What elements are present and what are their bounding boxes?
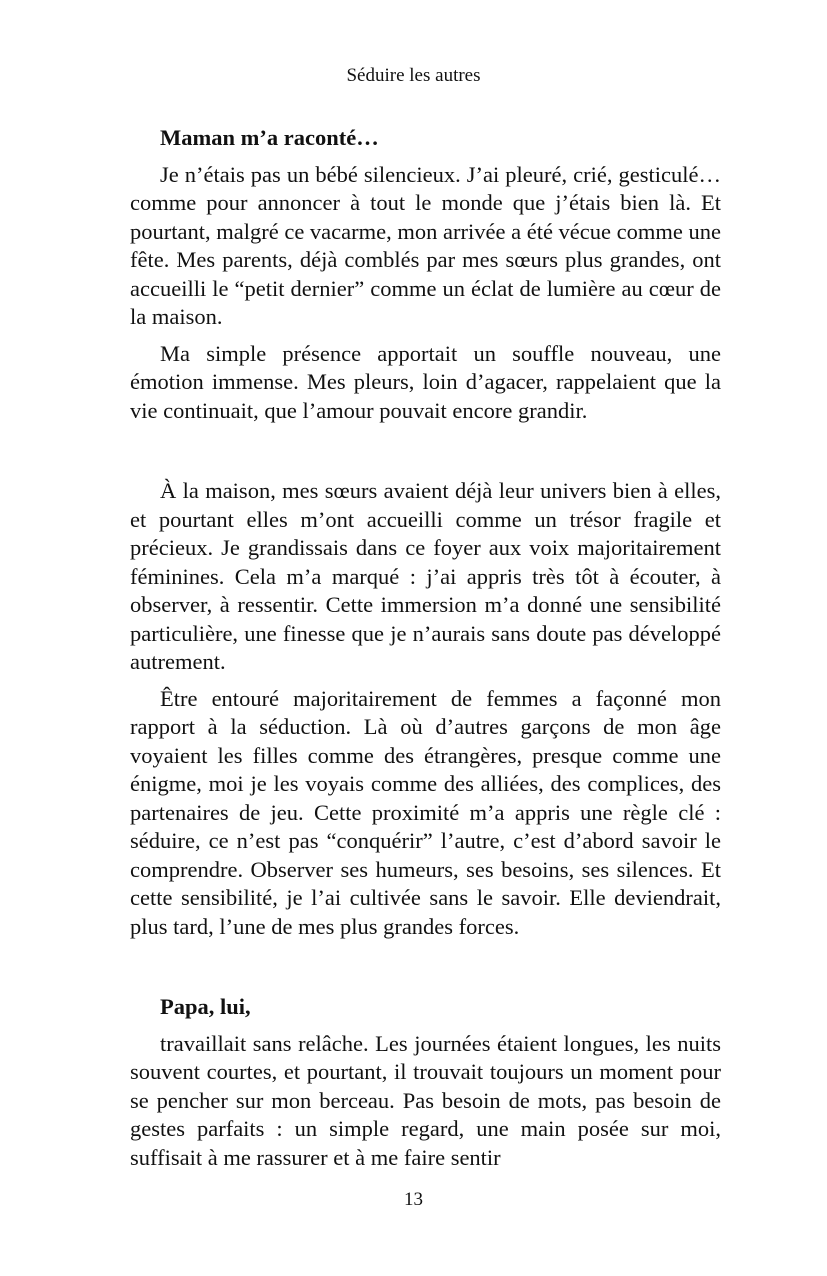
- section-heading-maman: Maman m’a raconté…: [160, 125, 379, 150]
- running-head: Séduire les autres: [346, 65, 481, 86]
- paragraph: Ma simple présence apportait un souffle nouveau, une émotion immense. Mes pleurs, loin d’agacer, rappelaient que la vie continuait, que l’amour pouvait encore grandir.: [130, 340, 721, 423]
- page-body: [130, 124, 721, 1180]
- page-number: 13: [404, 1189, 423, 1210]
- paragraph: À la maison, mes sœurs avaient déjà leur univers bien à elles, et pourtant elles m’ont accueilli comme un trésor fragile et précieux. Je grandissais dans ce foyer aux voix majoritairement féminines. Cela m’a marqué : j’ai appris très tôt à écouter, à observer, à ressentir. Cette immersion m’a donné une sensibilité particulière, une finesse que je n’aurais sans doute pas développé autrement.: [130, 478, 721, 674]
- section-heading-papa: Papa, lui,: [160, 994, 251, 1019]
- paragraph: Je n’étais pas un bébé silencieux. J’ai pleuré, crié, gesticulé… comme pour annoncer à tout le monde que j’étais bien là. Et pourtant, malgré ce vacarme, mon arrivée a été vécue comme une fête. Mes parents, déjà comblés par mes sœurs plus grandes, ont accueilli le “petit dernier” comme un éclat de lumière au cœur de la maison.: [130, 161, 721, 329]
- paragraph: travaillait sans relâche. Les journées étaient longues, les nuits souvent courtes, et pourtant, il trouvait toujours un moment pour se pencher sur mon berceau. Pas besoin de mots, pas besoin de gestes parfaits : un simple regard, une main posée sur moi, suffisait à me rassurer et à me faire sentir: [130, 1030, 721, 1170]
- paragraph: Être entouré majoritairement de femmes a façonné mon rapport à la séduction. Là où d’autres garçons de mon âge voyaient les filles comme des étrangères, presque comme une énigme, moi je les voyais comme des alliées, des complices, des partenaires de jeu. Cette proximité m’a appris une règle clé : séduire, ce n’est pas “conquérir” l’autre, c’est d’abord savoir le comprendre. Observer ses humeurs, ses besoins, ses silences. Et cette sensibilité, je l’ai cultivée sans le savoir. Elle deviendrait, plus tard, l’une de mes plus grandes forces.: [130, 685, 721, 939]
- section-gap: [130, 949, 721, 993]
- section-gap: [130, 433, 721, 477]
